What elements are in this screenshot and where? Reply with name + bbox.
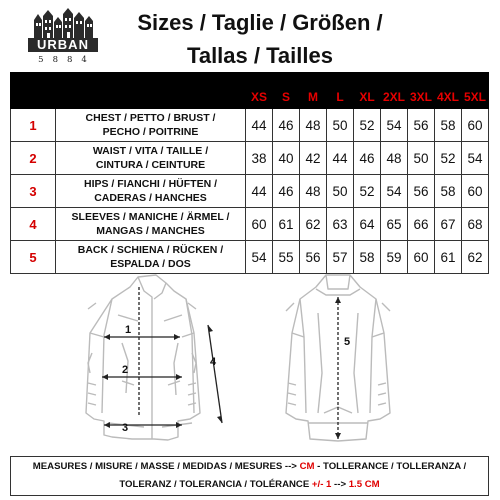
size-header: 2XL: [381, 73, 408, 109]
measure-label-hips: 3: [122, 422, 129, 434]
table-cell: 52: [435, 142, 462, 175]
tolerance-text: -->: [331, 479, 349, 490]
row-number: 5: [11, 241, 56, 274]
table-cell: 62: [300, 208, 327, 241]
table-cell: 38: [246, 142, 273, 175]
size-header: XS: [246, 73, 273, 109]
table-cell: 61: [273, 208, 300, 241]
tolerance-cm: 1.5 CM: [348, 479, 380, 490]
table-cell: 57: [327, 241, 354, 274]
table-cell: 44: [246, 175, 273, 208]
table-cell: 54: [246, 241, 273, 274]
brand-number: 5884: [38, 55, 96, 65]
header-blank-num: [11, 73, 56, 109]
table-row: [11, 208, 489, 241]
measure-label-sleeves: 4: [210, 356, 217, 368]
row-label-line: HIPS / FIANCHI / HÜFTEN /: [83, 178, 217, 190]
brand-logo: [28, 8, 98, 68]
title-line-1: Sizes / Taglie / Größen /: [137, 10, 383, 35]
table-cell: 44: [246, 109, 273, 142]
table-cell: 46: [273, 175, 300, 208]
row-label-line: WAIST / VITA / TAILLE /: [92, 145, 209, 157]
table-cell: 63: [327, 208, 354, 241]
row-label-line: PECHO / POITRINE: [102, 126, 199, 138]
title-line-2: Tallas / Tailles: [187, 43, 333, 68]
table-cell: 54: [381, 175, 408, 208]
row-label-line: CHEST / PETTO / BRUST /: [85, 112, 216, 124]
size-table: [10, 72, 489, 274]
row-label-line: ESPALDA / DOS: [110, 258, 191, 270]
row-label: [56, 175, 246, 208]
size-header: M: [300, 73, 327, 109]
size-header: S: [273, 73, 300, 109]
row-label-line: CINTURA / CEINTURE: [95, 159, 206, 171]
table-cell: 54: [462, 142, 489, 175]
row-label: [56, 241, 246, 274]
table-row: [11, 142, 489, 175]
size-header: L: [327, 73, 354, 109]
header-blank-label: [56, 73, 246, 109]
table-cell: 46: [354, 142, 381, 175]
houses-icon: [32, 8, 94, 38]
table-cell: 60: [462, 175, 489, 208]
size-header: XL: [354, 73, 381, 109]
measure-label-back: 5: [344, 336, 351, 348]
table-cell: 60: [462, 109, 489, 142]
table-cell: 52: [354, 109, 381, 142]
table-cell: 59: [381, 241, 408, 274]
table-cell: 64: [354, 208, 381, 241]
row-number: 4: [11, 208, 56, 241]
table-cell: 66: [408, 208, 435, 241]
table-cell: 62: [462, 241, 489, 274]
jacket-measurement-diagram: [82, 273, 418, 453]
row-label: [56, 142, 246, 175]
measure-label-waist: 2: [122, 364, 129, 376]
measure-label-chest: 1: [125, 324, 132, 336]
table-cell: 56: [408, 175, 435, 208]
brand-name: URBAN: [28, 38, 98, 52]
table-cell: 65: [381, 208, 408, 241]
table-cell: 48: [381, 142, 408, 175]
tolerance-text: - TOLLERANCE / TOLLERANZA /: [314, 461, 467, 472]
tolerance-text: TOLERANZ / TOLERANCIA / TOLÉRANCE: [119, 479, 312, 490]
table-row: [11, 109, 489, 142]
row-label-line: CADERAS / HANCHES: [94, 192, 207, 204]
table-cell: 48: [300, 109, 327, 142]
table-cell: 67: [435, 208, 462, 241]
table-row: [11, 175, 489, 208]
row-label: [56, 109, 246, 142]
table-cell: 48: [300, 175, 327, 208]
table-cell: 44: [327, 142, 354, 175]
tolerance-line-1: [11, 458, 488, 476]
table-cell: 42: [300, 142, 327, 175]
tolerance-line-2: [11, 476, 488, 494]
jacket-front-illustration: [86, 275, 200, 440]
page-title: [110, 6, 410, 72]
back-measure-line: [335, 297, 341, 439]
size-header: 4XL: [435, 73, 462, 109]
size-header: 3XL: [408, 73, 435, 109]
table-cell: 52: [354, 175, 381, 208]
table-cell: 58: [354, 241, 381, 274]
table-cell: 68: [462, 208, 489, 241]
table-cell: 46: [273, 109, 300, 142]
table-cell: 50: [408, 142, 435, 175]
row-label-line: MANGAS / MANCHES: [96, 225, 205, 237]
size-header: 5XL: [462, 73, 489, 109]
table-cell: 58: [435, 175, 462, 208]
row-number: 1: [11, 109, 56, 142]
table-cell: 54: [381, 109, 408, 142]
row-label-line: SLEEVES / MANICHE / ÄRMEL /: [71, 211, 230, 223]
size-header-row: [11, 73, 489, 109]
table-cell: 56: [300, 241, 327, 274]
row-number: 3: [11, 175, 56, 208]
row-label-line: BACK / SCHIENA / RÜCKEN /: [77, 244, 224, 256]
table-cell: 40: [273, 142, 300, 175]
table-cell: 55: [273, 241, 300, 274]
tolerance-note: [10, 456, 489, 496]
front-measure-lines: [102, 287, 222, 425]
table-cell: 50: [327, 175, 354, 208]
tolerance-value: +/- 1: [311, 479, 332, 490]
row-label: [56, 208, 246, 241]
table-cell: 56: [408, 109, 435, 142]
table-cell: 58: [435, 109, 462, 142]
unit-cm: CM: [299, 461, 315, 472]
table-row: [11, 241, 489, 274]
table-cell: 61: [435, 241, 462, 274]
row-number: 2: [11, 142, 56, 175]
tolerance-text: MEASURES / MISURE / MASSE / MEDIDAS / MESURES -->: [32, 461, 300, 472]
table-cell: 60: [246, 208, 273, 241]
table-cell: 60: [408, 241, 435, 274]
table-cell: 50: [327, 109, 354, 142]
